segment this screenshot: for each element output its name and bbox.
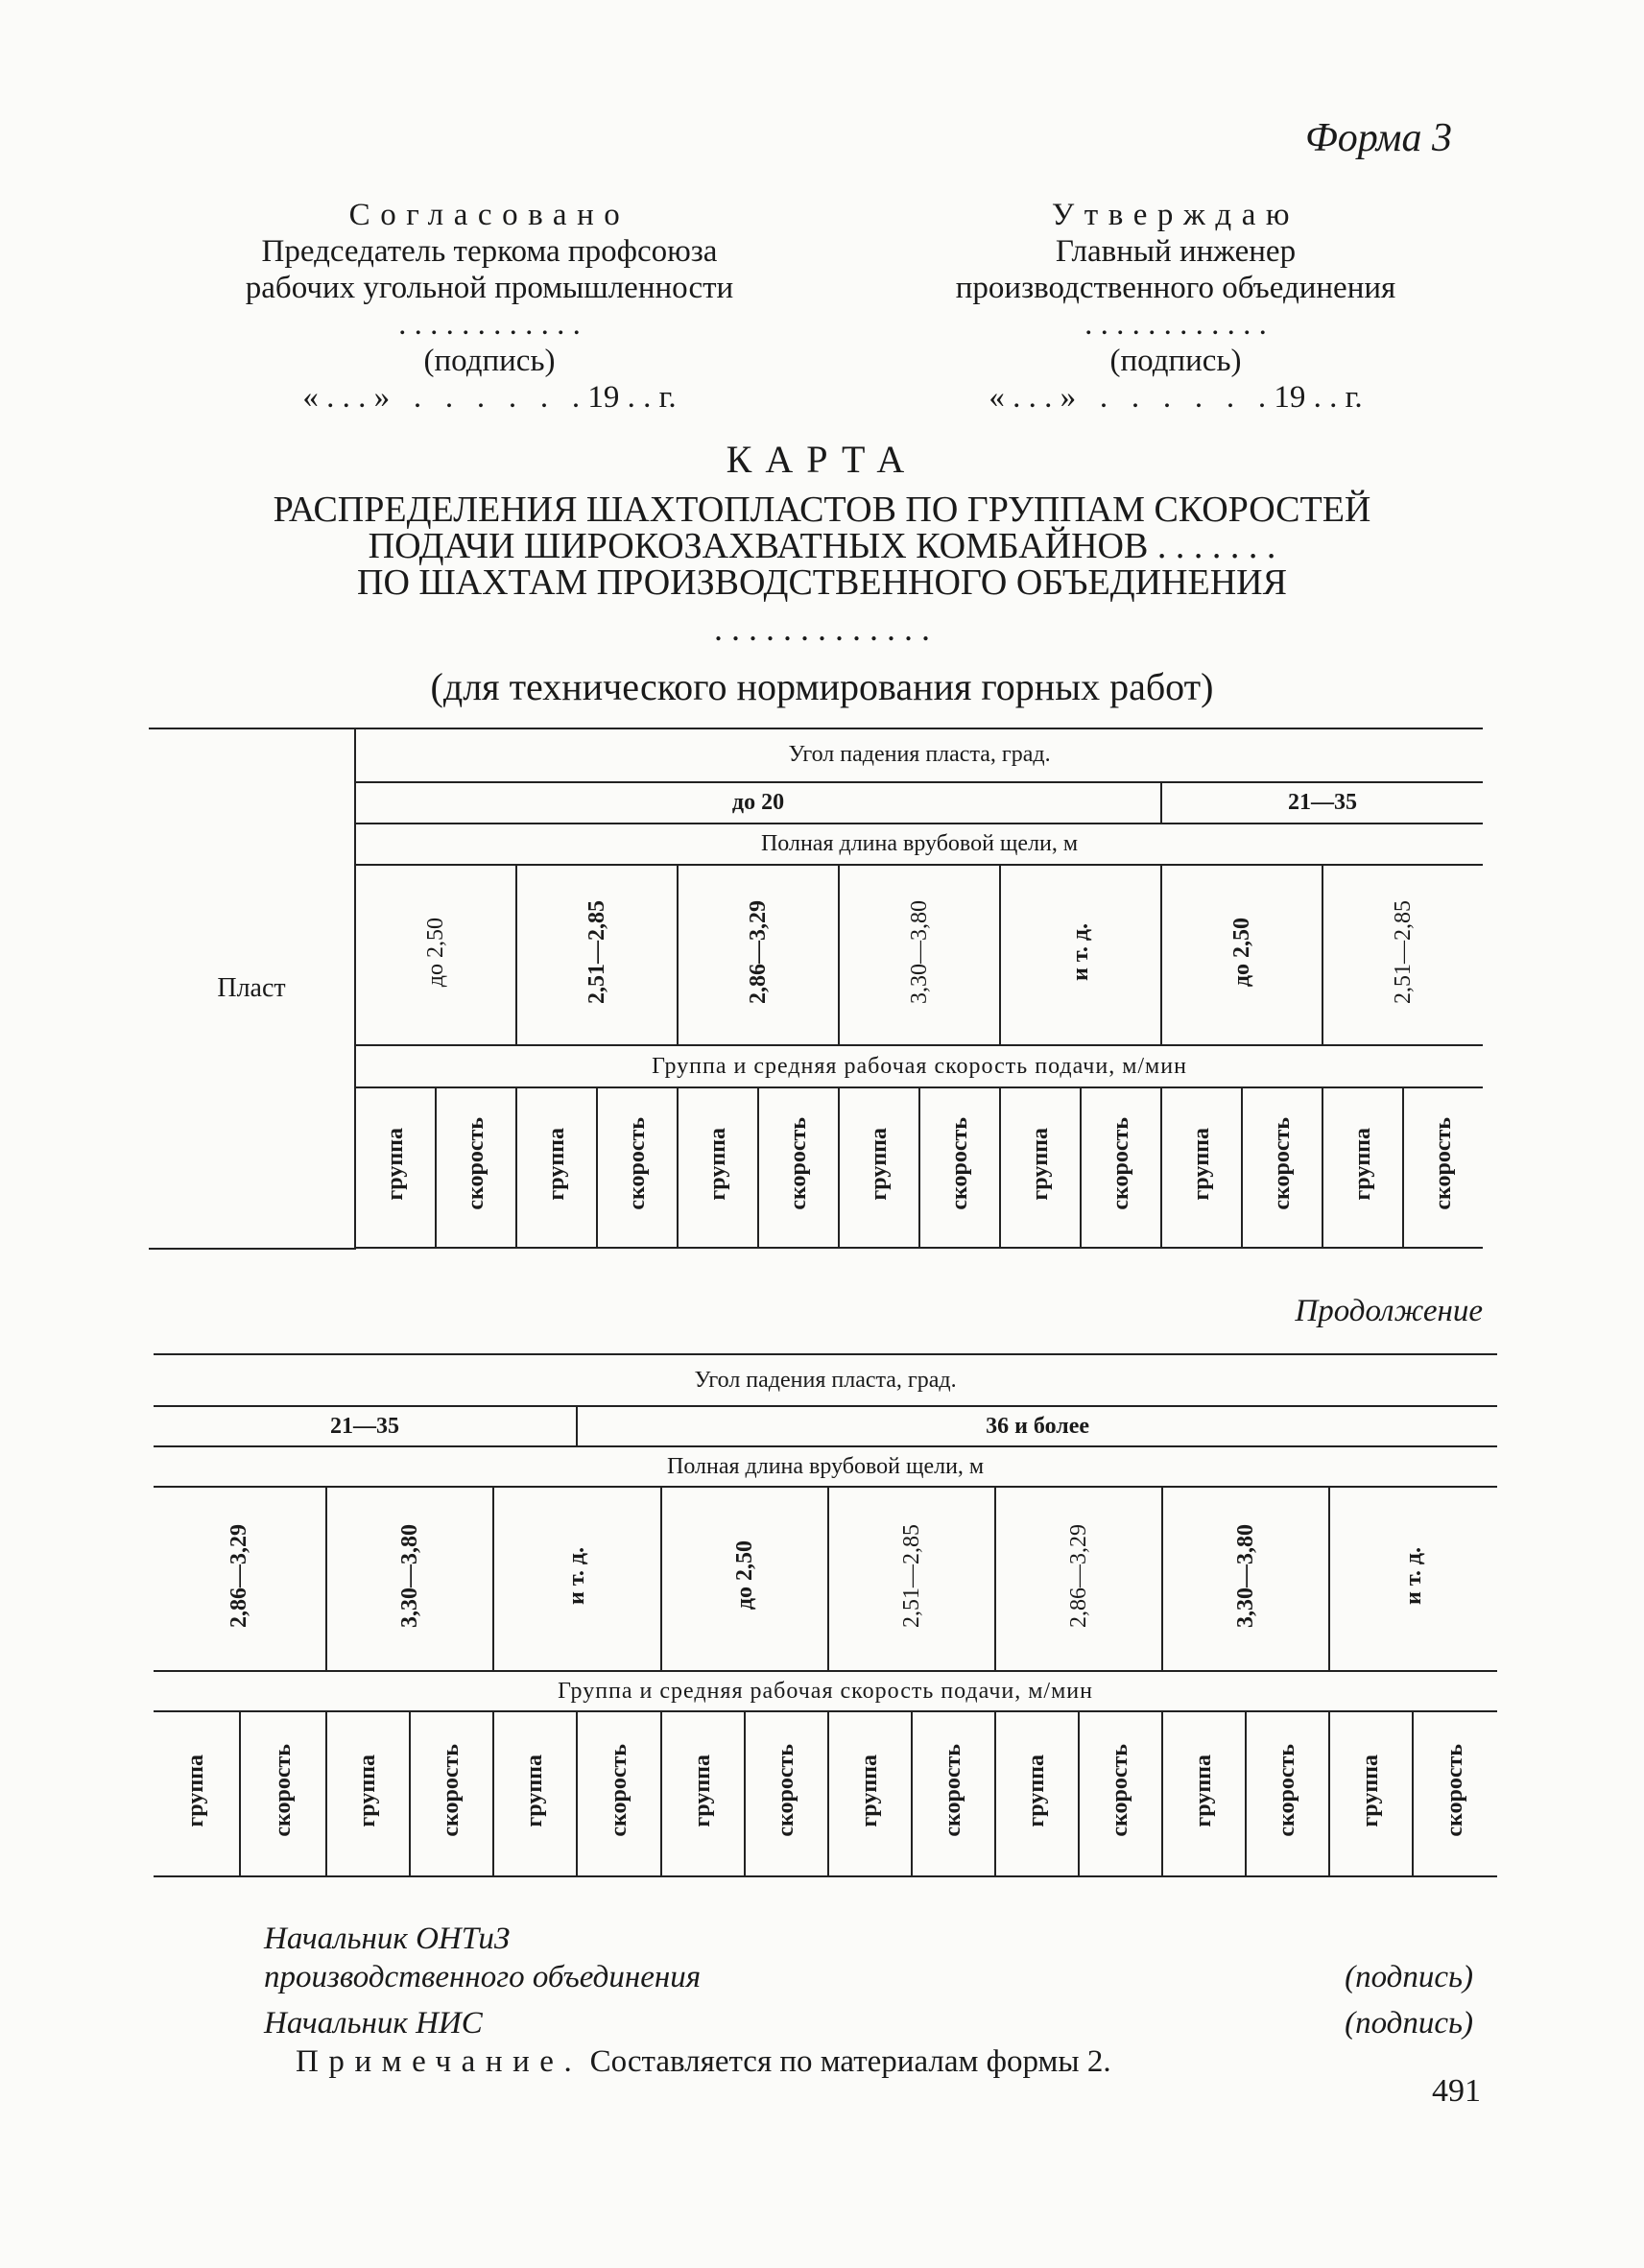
- title-line-3: ПО ШАХТАМ ПРОИЗВОДСТВЕННОГО ОБЪЕДИНЕНИЯ: [357, 562, 1287, 603]
- sub-label-speed: скорость: [1108, 1744, 1132, 1837]
- length-label: и т. д.: [564, 1546, 589, 1605]
- approval-left-dots: . . . . . . . . . . . .: [398, 307, 581, 342]
- sub-label-speed: скорость: [624, 1117, 650, 1211]
- table1-spacer: [355, 1248, 1483, 1249]
- length-col-1: [355, 865, 516, 1045]
- speed-header: Группа и средняя рабочая скорость подачи, м/мин: [355, 1045, 1483, 1086]
- sub-col-speed: [919, 1087, 1000, 1248]
- row-header-plast: [149, 728, 355, 1249]
- note-label: Примечание.: [296, 2044, 583, 2079]
- continuation-label: Продолжение: [1295, 1294, 1483, 1328]
- approval-right-signature: (подпись): [1109, 344, 1242, 378]
- length-label: 3,30—3,80: [1232, 1523, 1258, 1628]
- sub-col-group: [1161, 1087, 1242, 1248]
- sub-col-speed: [745, 1711, 828, 1876]
- length-label: 3,30—3,80: [906, 899, 932, 1004]
- sub-label-speed: скорость: [1108, 1117, 1133, 1211]
- footer: [264, 1920, 1473, 2081]
- sub-label-group: группа: [543, 1128, 569, 1201]
- approval-right-heading: Утверждаю: [1051, 198, 1300, 232]
- title-purpose: (для технического нормирования горных работ): [430, 665, 1214, 708]
- title-line-2: ПОДАЧИ ШИРОКОЗАХВАТНЫХ КОМБАЙНОВ . . . . . . .: [368, 526, 1276, 566]
- approval-right-date: « . . . » . . . . . . 19 . . г.: [989, 380, 1363, 415]
- sub-label-group: группа: [183, 1754, 208, 1827]
- length-label: 3,30—3,80: [396, 1523, 422, 1628]
- sub-col-group: [678, 1087, 758, 1248]
- note: [296, 2042, 1473, 2081]
- sub-label-group: группа: [1027, 1128, 1053, 1201]
- sub-label-group: группа: [857, 1754, 882, 1827]
- title-block: [0, 437, 1644, 709]
- sub-label-speed: скорость: [1275, 1744, 1299, 1837]
- approval-left-line2: рабочих угольной промышленности: [245, 271, 734, 305]
- sub-col-group: [995, 1711, 1079, 1876]
- length-col-6: [1161, 865, 1322, 1045]
- page-number: 491: [1432, 2073, 1481, 2109]
- length-header: Полная длина врубовой щели, м: [154, 1446, 1497, 1487]
- length-col-7: [1162, 1487, 1329, 1671]
- row-header-label: Пласт: [217, 973, 286, 1003]
- sub-col-speed: [1413, 1711, 1497, 1876]
- approval-right: [864, 197, 1488, 416]
- sub-label-group: группа: [704, 1128, 730, 1201]
- form-number: Форма 3: [1305, 116, 1452, 160]
- sub-col-group: [516, 1087, 597, 1248]
- sub-col-group: [1322, 1087, 1403, 1248]
- length-col-4: [661, 1487, 828, 1671]
- length-label: 2,51—2,85: [584, 899, 609, 1004]
- sub-label-group: группа: [866, 1128, 892, 1201]
- note-text: Составляется по материалам формы 2.: [589, 2044, 1111, 2079]
- sub-label-speed: скорость: [941, 1744, 965, 1837]
- sub-col-speed: [758, 1087, 839, 1248]
- length-label: до 2,50: [731, 1540, 757, 1611]
- length-label: 2,86—3,29: [226, 1523, 251, 1628]
- speed-header: Группа и средняя рабочая скорость подачи, м/мин: [154, 1671, 1497, 1711]
- length-col-4: [839, 865, 1000, 1045]
- head2-signature: (подпись): [1345, 2006, 1473, 2041]
- length-label: 2,86—3,29: [1065, 1523, 1091, 1628]
- length-label: и т. д.: [1400, 1546, 1426, 1605]
- sub-col-group: [493, 1711, 577, 1876]
- angle-group-1: до 20: [355, 782, 1161, 824]
- sub-label-group: группа: [1024, 1754, 1049, 1827]
- title-main: КАРТА: [726, 438, 918, 481]
- head2-title: Начальник НИС: [264, 2006, 483, 2041]
- sub-col-group: [1000, 1087, 1081, 1248]
- sub-col-speed: [1081, 1087, 1161, 1248]
- approval-right-line1: Главный инженер: [1055, 234, 1297, 269]
- approval-right-line2: производственного объединения: [955, 271, 1396, 305]
- sub-label-speed: скорость: [439, 1744, 464, 1837]
- sub-col-speed: [240, 1711, 326, 1876]
- length-col-2: [326, 1487, 493, 1671]
- sub-label-speed: скорость: [606, 1744, 631, 1837]
- sub-label-speed: скорость: [1269, 1117, 1295, 1211]
- angle-group-1: 21—35: [154, 1406, 577, 1446]
- sub-col-speed: [577, 1711, 661, 1876]
- sub-label-group: группа: [690, 1754, 715, 1827]
- length-col-7: [1322, 865, 1483, 1045]
- length-label: до 2,50: [422, 917, 448, 987]
- length-header: Полная длина врубовой щели, м: [355, 824, 1483, 865]
- approval-left-heading: Согласовано: [348, 198, 631, 232]
- sub-label-speed: скорость: [946, 1117, 972, 1211]
- sub-col-speed: [436, 1087, 516, 1248]
- sub-label-group: группа: [355, 1754, 380, 1827]
- sub-label-speed: скорость: [1430, 1117, 1456, 1211]
- approval-left: [178, 197, 801, 416]
- title-line-1: РАСПРЕДЕЛЕНИЯ ШАХТОПЛАСТОВ ПО ГРУППАМ СКОРОСТЕЙ: [273, 489, 1371, 530]
- angle-header: Угол падения пласта, град.: [355, 728, 1483, 782]
- angle-group-2: 21—35: [1161, 782, 1483, 824]
- distribution-table: [149, 728, 1483, 1250]
- sub-col-group: [661, 1711, 745, 1876]
- length-col-6: [995, 1487, 1162, 1671]
- sub-col-group: [154, 1711, 240, 1876]
- approval-left-line1: Председатель теркома профсоюза: [261, 234, 718, 269]
- sub-col-speed: [1242, 1087, 1322, 1248]
- sub-col-speed: [1079, 1711, 1162, 1876]
- distribution-table-continued: [154, 1353, 1497, 1877]
- sub-col-group: [839, 1087, 919, 1248]
- length-col-3: [493, 1487, 661, 1671]
- sub-col-speed: [1403, 1087, 1483, 1248]
- sub-col-group: [828, 1711, 912, 1876]
- head1-signature: (подпись): [1345, 1960, 1473, 1994]
- sub-col-group: [355, 1087, 436, 1248]
- head1-title: Начальник ОНТиЗ: [264, 1922, 511, 1956]
- angle-group-2: 36 и более: [577, 1406, 1497, 1446]
- length-label: и т. д.: [1067, 922, 1093, 981]
- length-col-5: [828, 1487, 995, 1671]
- approval-left-date: « . . . » . . . . . . 19 . . г.: [302, 380, 677, 415]
- head1-org: производственного объединения: [264, 1960, 702, 1994]
- length-label: до 2,50: [1228, 917, 1254, 987]
- length-label: 2,51—2,85: [898, 1523, 924, 1628]
- length-label: 2,51—2,85: [1390, 899, 1416, 1004]
- sub-col-speed: [410, 1711, 493, 1876]
- sub-col-group: [326, 1711, 410, 1876]
- sub-label-group: группа: [1188, 1128, 1214, 1201]
- sub-label-group: группа: [1191, 1754, 1216, 1827]
- approval-left-signature: (подпись): [423, 344, 556, 378]
- sub-label-speed: скорость: [1442, 1744, 1468, 1837]
- sub-label-speed: скорость: [774, 1744, 798, 1837]
- sub-label-group: группа: [522, 1754, 547, 1827]
- sub-col-speed: [912, 1711, 995, 1876]
- angle-header: Угол падения пласта, град.: [154, 1354, 1497, 1406]
- length-col-5: [1000, 865, 1161, 1045]
- title-dots: . . . . . . . . . . . . .: [714, 609, 930, 648]
- length-col-3: [678, 865, 839, 1045]
- approval-right-dots: . . . . . . . . . . . .: [1084, 307, 1267, 342]
- length-col-8: [1329, 1487, 1497, 1671]
- sub-label-speed: скорость: [785, 1117, 811, 1211]
- sub-label-speed: скорость: [270, 1744, 296, 1837]
- length-col-2: [516, 865, 678, 1045]
- sub-label-group: группа: [1349, 1128, 1375, 1201]
- sub-col-speed: [597, 1087, 678, 1248]
- sub-col-group: [1329, 1711, 1413, 1876]
- length-col-1: [154, 1487, 326, 1671]
- sub-label-group: группа: [382, 1128, 408, 1201]
- sub-label-speed: скорость: [463, 1117, 488, 1211]
- sub-label-group: группа: [1358, 1754, 1383, 1827]
- length-label: 2,86—3,29: [745, 899, 771, 1004]
- sub-col-group: [1162, 1711, 1246, 1876]
- sub-col-speed: [1246, 1711, 1329, 1876]
